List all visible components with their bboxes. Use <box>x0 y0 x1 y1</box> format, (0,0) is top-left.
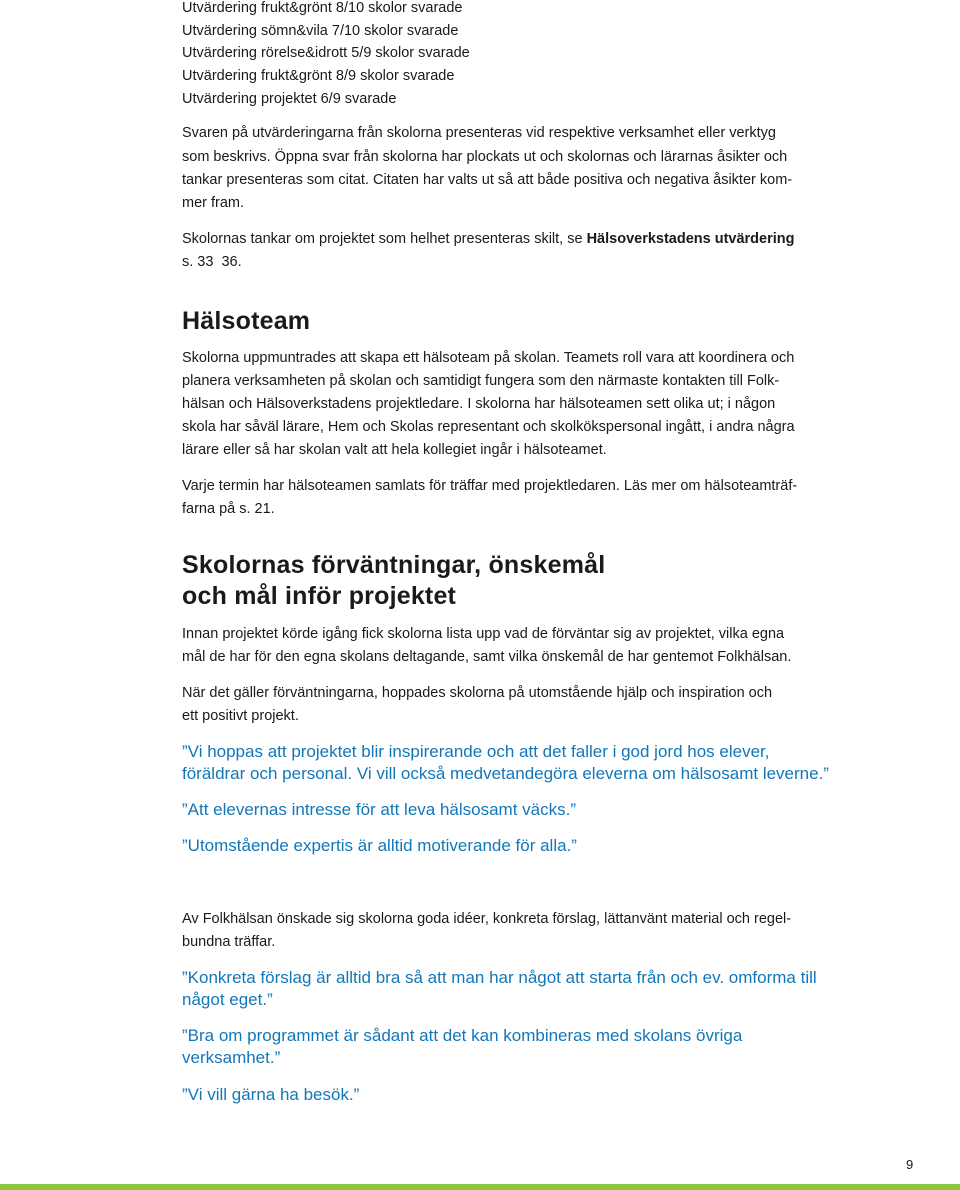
paragraph-line: Varje termin har hälsoteamen samlats för träffar med projektledaren. Läs mer om hälsoteamträf- <box>182 478 798 494</box>
paragraph-line: mål de har för den egna skolans deltagande, samt vilka önskemål de har gentemot Folkhälsan. <box>182 649 792 665</box>
evaluation-item: Utvärdering frukt&grönt 8/9 skolor svarade <box>182 68 455 84</box>
reference-title: Hälsoverkstadens utvärdering <box>586 231 795 247</box>
evaluation-item: Utvärdering rörelse&idrott 5/9 skolor svarade <box>182 45 470 61</box>
section-heading-expectations-line2: och mål inför projektet <box>182 582 457 610</box>
evaluation-item: Utvärdering sömn&vila 7/10 skolor svarade <box>182 23 459 39</box>
paragraph-line: Innan projektet körde igång fick skolorna lista upp vad de förväntar sig av projektet, vilka egna <box>182 626 785 642</box>
quote-line: ”Vi hoppas att projektet blir inspirerande och att det faller i god jord hos elever, <box>182 742 770 761</box>
paragraph-line: s. 33 36. <box>182 254 242 270</box>
paragraph-line: lärare eller så har skolan valt att hela kollegiet ingår i hälsoteamet. <box>182 442 607 458</box>
footer-rule <box>0 1184 960 1190</box>
paragraph-line: Av Folkhälsan önskade sig skolorna goda idéer, konkreta förslag, lättanvänt material och regel- <box>182 911 792 927</box>
quote-line: ”Att elevernas intresse för att leva hälsosamt väcks.” <box>182 800 576 819</box>
paragraph-line: Skolorna uppmuntrades att skapa ett hälsoteam på skolan. Teamets roll vara att koordinera och <box>182 350 795 366</box>
paragraph-line: Svaren på utvärderingarna från skolorna presenteras vid respektive verksamhet eller verktyg <box>182 125 776 141</box>
paragraph-line: mer fram. <box>182 195 245 211</box>
paragraph-line: bundna träffar. <box>182 934 276 950</box>
evaluation-item: Utvärdering frukt&grönt 8/10 skolor svarade <box>182 0 463 16</box>
paragraph-line: hälsan och Hälsoverkstadens projektledare. I skolorna har hälsoteamen sett olika ut; i någon <box>182 396 776 412</box>
quote-line: föräldrar och personal. Vi vill också medvetandegöra eleverna om hälsosamt leverne.” <box>182 764 829 783</box>
paragraph-line: skola har såväl lärare, Hem och Skolas representant och skolkökspersonal ingått, i andra några <box>182 419 795 435</box>
paragraph-line: som beskrivs. Öppna svar från skolorna har plockats ut och skolornas och lärarnas åsikter och <box>182 149 788 165</box>
quote-line: verksamhet.” <box>182 1048 281 1067</box>
paragraph-line: tankar presenteras som citat. Citaten har valts ut så att både positiva och negativa åsikter kom- <box>182 172 793 188</box>
reference-text: Skolornas tankar om projektet som helhet presenteras skilt, se <box>182 231 587 247</box>
quote-line: ”Vi vill gärna ha besök.” <box>182 1085 360 1104</box>
paragraph-line <box>182 228 795 251</box>
quote-line: ”Konkreta förslag är alltid bra så att man har något att starta från och ev. omforma till <box>182 968 817 987</box>
quote-line: ”Utomstående expertis är alltid motiverande för alla.” <box>182 836 577 855</box>
page-number: 9 <box>906 1157 914 1172</box>
quote-line: ”Bra om programmet är sådant att det kan kombineras med skolans övriga <box>182 1026 743 1045</box>
paragraph-line: När det gäller förväntningarna, hoppades skolorna på utomstående hjälp och inspiration och <box>182 685 773 701</box>
paragraph-line: farna på s. 21. <box>182 501 275 517</box>
paragraph-line: ett positivt projekt. <box>182 708 299 724</box>
paragraph-line: planera verksamheten på skolan och samtidigt fungera som den närmaste kontakten till Folk- <box>182 373 780 389</box>
evaluation-item: Utvärdering projektet 6/9 svarade <box>182 91 397 107</box>
quote-line: något eget.” <box>182 990 273 1009</box>
section-heading-expectations-line1: Skolornas förväntningar, önskemål <box>182 551 606 579</box>
section-heading-halsoteam: Hälsoteam <box>182 307 311 335</box>
